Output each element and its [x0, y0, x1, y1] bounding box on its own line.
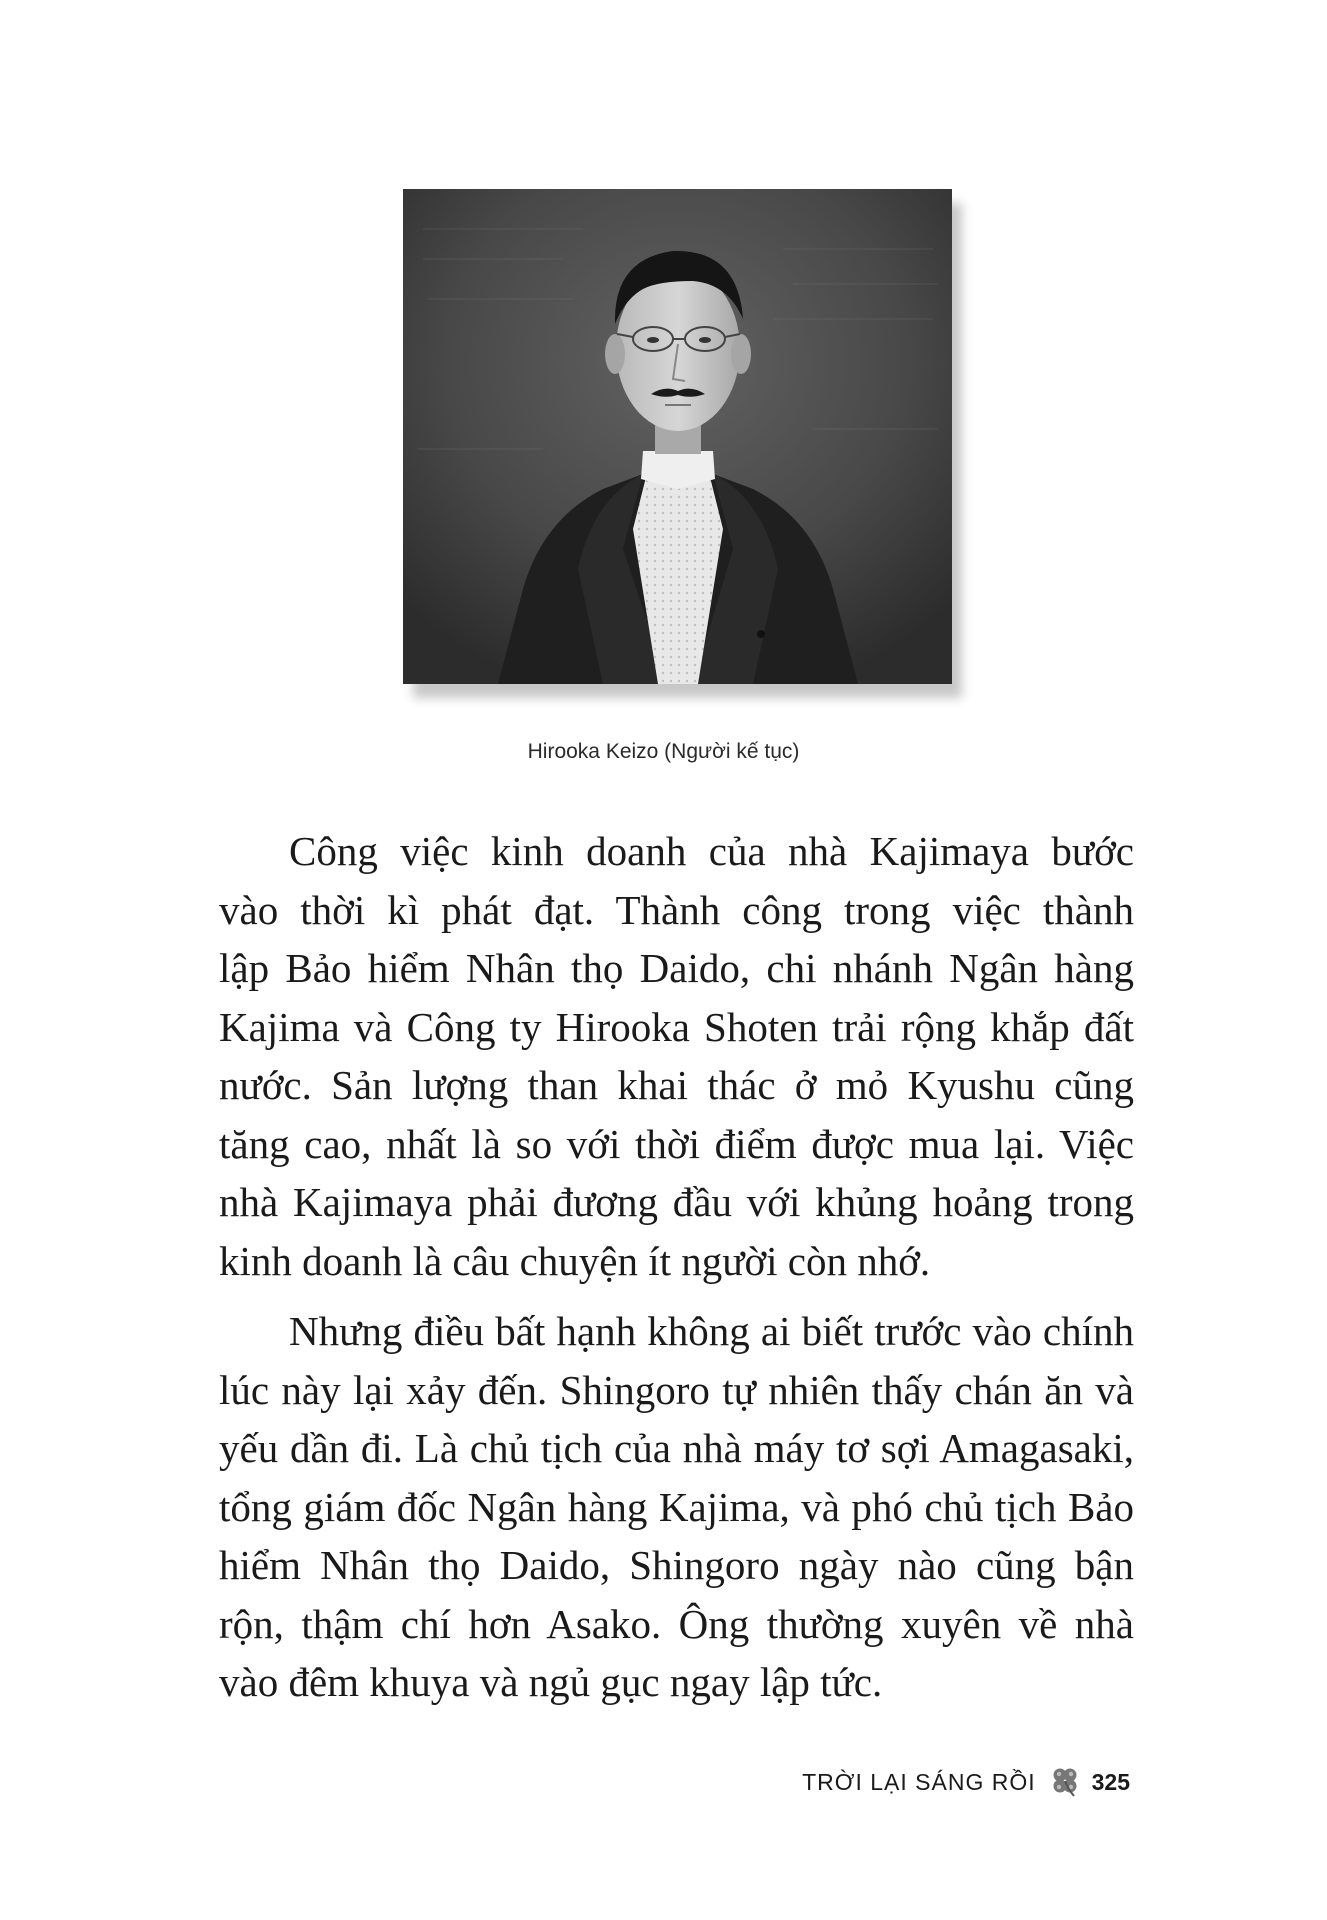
text-line: tổng giám đốc Ngân hàng Kajima, và phó chủ tịch Bảo [219, 1483, 1134, 1530]
photo-frame [403, 189, 952, 684]
text-line: lúc này lại xảy đến. Shingoro tự nhiên thấy chán ăn và [219, 1366, 1134, 1413]
text-line: yếu dần đi. Là chủ tịch của nhà máy tơ sợi Amagasaki, [219, 1425, 1134, 1471]
text-line: hiểm Nhân thọ Daido, Shingoro ngày nào cũng bận [219, 1542, 1134, 1588]
text-line: rộn, thậm chí hơn Asako. Ông thường xuyên về nhà [219, 1600, 1134, 1647]
paragraph-2 [219, 1302, 1134, 1712]
text-line: kinh doanh là câu chuyện ít người còn nhớ. [219, 1237, 931, 1284]
text-line: Kajima và Công ty Hirooka Shoten trải rộng khắp đất [219, 1003, 1134, 1050]
paragraph-1 [219, 822, 1134, 1290]
portrait-photo [403, 189, 952, 684]
page-number: 325 [1091, 1768, 1130, 1795]
page-footer [802, 1765, 1130, 1799]
text-line: Nhưng điều bất hạnh không ai biết trước vào chính [289, 1308, 1134, 1354]
text-line: lập Bảo hiểm Nhân thọ Daido, chi nhánh Ngân hàng [219, 945, 1134, 991]
text-line: tăng cao, nhất là so với thời điểm được mua lại. Việc [219, 1120, 1134, 1167]
clover-icon [1048, 1765, 1082, 1799]
text-line: vào thời kì phát đạt. Thành công trong việc thành [219, 886, 1134, 933]
running-title: TRỜI LẠI SÁNG RỒI [802, 1768, 1036, 1795]
photo-caption: Hirooka Keizo (Người kế tục) [527, 740, 800, 763]
text-line: Công việc kinh doanh của nhà Kajimaya bước [289, 828, 1134, 874]
text-line: nước. Sản lượng than khai thác ở mỏ Kyushu cũng [219, 1062, 1134, 1108]
text-line: vào đêm khuya và ngủ gục ngay lập tức. [219, 1659, 883, 1705]
body-text [219, 822, 1134, 1724]
portrait-illustration [403, 189, 952, 684]
text-line: nhà Kajimaya phải đương đầu với khủng hoảng trong [219, 1179, 1134, 1225]
